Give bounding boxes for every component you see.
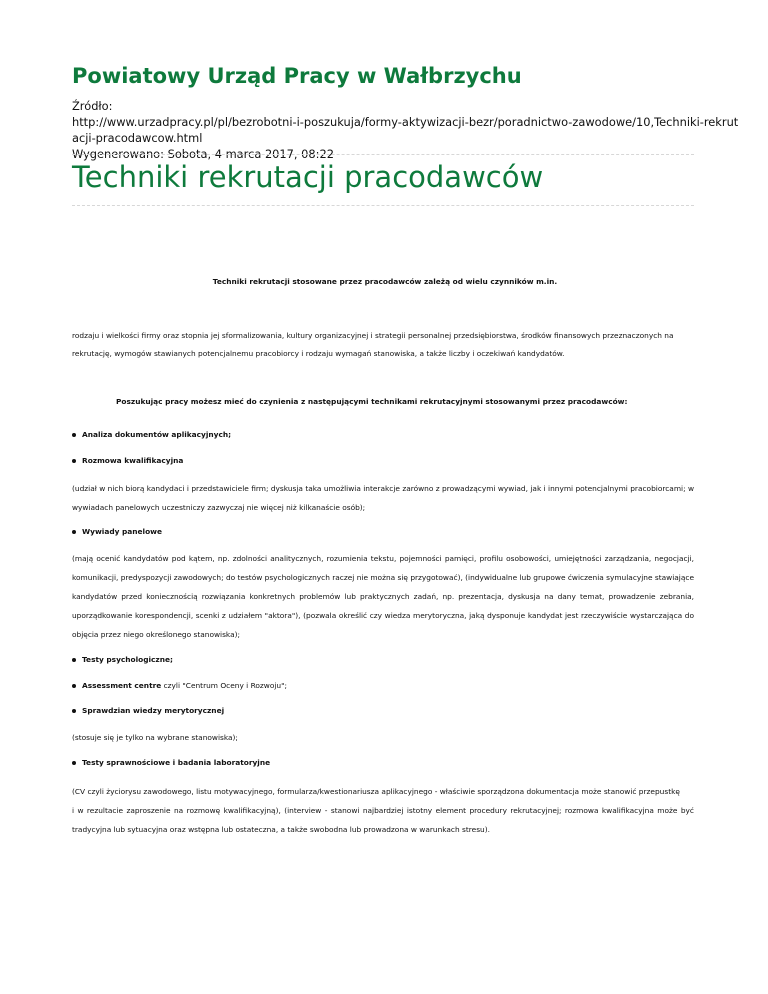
bullet-icon xyxy=(72,709,76,713)
para-line: uporządkowanie korespondencji, scenki z udziałem "aktora"), (pozwala określić czy wiedza merytoryczna, jaką dysponuje kandydat jest rzeczywiście wystarczająca do xyxy=(72,611,694,620)
bullet-label: Sprawdzian wiedzy merytorycznej xyxy=(82,706,225,715)
section-heading: Poszukując pracy możesz mieć do czynienia z następującymi technikami rekrutacyjnymi stosowanymi przez pracodawców: xyxy=(116,397,628,406)
divider-top xyxy=(72,154,694,155)
bullet-icon xyxy=(72,761,76,765)
source-url-line-1: http://www.urzadpracy.pl/pl/bezrobotni-i-poszukuja/formy-aktywizacji-bezr/poradnictwo-zawodowe/10,Techniki-rekrut xyxy=(72,115,739,129)
bullet-icon xyxy=(72,433,76,437)
bullet-label: Analiza dokumentów aplikacyjnych; xyxy=(82,430,232,439)
source-meta xyxy=(72,98,739,162)
list-item xyxy=(72,681,287,690)
bullet-label-rest: czyli "Centrum Oceny i Rozwoju"; xyxy=(161,681,287,690)
para-line: tradycyjna lub sytuacyjna oraz wstępna lub ostateczna, a także swobodna lub prowadzona w warunkach stresu). xyxy=(72,825,490,834)
list-item xyxy=(72,456,183,465)
list-item xyxy=(72,758,270,767)
list-item xyxy=(72,655,173,664)
para-line: objęcia przez niego określonego stanowiska); xyxy=(72,630,240,639)
intro-heading: Techniki rekrutacji stosowane przez pracodawców zależą od wielu czynników m.in. xyxy=(212,277,558,286)
divider-title xyxy=(72,205,694,206)
para-line: (CV czyli życiorysu zawodowego, listu motywacyjnego, formularza/kwestionariusza aplikacyjnego - właściwie sporządzona dokumentacja może stanowić przepustkę xyxy=(72,787,680,796)
para-line: (stosuje się je tylko na wybrane stanowiska); xyxy=(72,733,238,742)
bullet-label: Assessment centre xyxy=(82,681,162,690)
bullet-label: Testy sprawnościowe i badania laboratoryjne xyxy=(82,758,271,767)
bullet-icon xyxy=(72,530,76,534)
site-title: Powiatowy Urząd Pracy w Wałbrzychu xyxy=(72,64,522,88)
para-line: (mają ocenić kandydatów pod kątem, np. zdolności analitycznych, rozumienia tekstu, pojemności pamięci, profilu osobowości, umiejętności zarządzania, negocjacji, xyxy=(72,554,694,563)
bullet-label: Wywiady panelowe xyxy=(82,527,163,536)
para-line: i w rezultacie zaproszenie na rozmowę kwalifikacyjną), (interview - stanowi najbardziej istotny element procedury rekrutacyjnej; rozmowa kwalifikacyjna może być xyxy=(72,806,694,815)
list-item xyxy=(72,430,231,439)
para-line: kandydatów przed koniecznością rozwiązania konkretnych problemów lub praktycznych zadań, np. prezentacja, dyskusja na dany temat, prowadzenie zebrania, xyxy=(72,592,694,601)
bullet-label: Testy psychologiczne; xyxy=(82,655,173,664)
para-line: wywiadach panelowych uczestniczy zazwyczaj nie więcej niż kilkanaście osób); xyxy=(72,503,366,512)
bullet-icon xyxy=(72,459,76,463)
list-item xyxy=(72,527,162,536)
document-title: Techniki rekrutacji pracodawców xyxy=(72,160,544,194)
generated-date: Wygenerowano: Sobota, 4 marca 2017, 08:22 xyxy=(72,147,334,161)
intro-line-1: rodzaju i wielkości firmy oraz stopnia jej sformalizowania, kultury organizacyjnej i strategii personalnej przedsiębiorstwa, środków finansowych przeznaczonych na xyxy=(72,331,674,340)
para-line: komunikacji, predyspozycji zawodowych; do testów psychologicznych raczej nie można się przygotować), (indywidualne lub grupowe ćwiczenia symulacyjne stawiające xyxy=(72,573,694,582)
intro-line-2: rekrutację, wymogów stawianych potencjalnemu pracobiorcy i rodzaju wymagań stanowiska, a także liczby i oczekiwań kandydatów. xyxy=(72,349,565,358)
source-label: Źródło: xyxy=(72,99,113,113)
bullet-icon xyxy=(72,658,76,662)
para-line: (udział w nich biorą kandydaci i przedstawiciele firm; dyskusja taka umożliwia interakcje zarówno z prowadzącymi wywiad, jak i innymi potencjalnymi pracobiorcami; w xyxy=(72,484,694,493)
bullet-icon xyxy=(72,684,76,688)
list-item xyxy=(72,706,224,715)
bullet-label: Rozmowa kwalifikacyjna xyxy=(82,456,184,465)
source-url-line-2: acji-pracodawcow.html xyxy=(72,131,203,145)
